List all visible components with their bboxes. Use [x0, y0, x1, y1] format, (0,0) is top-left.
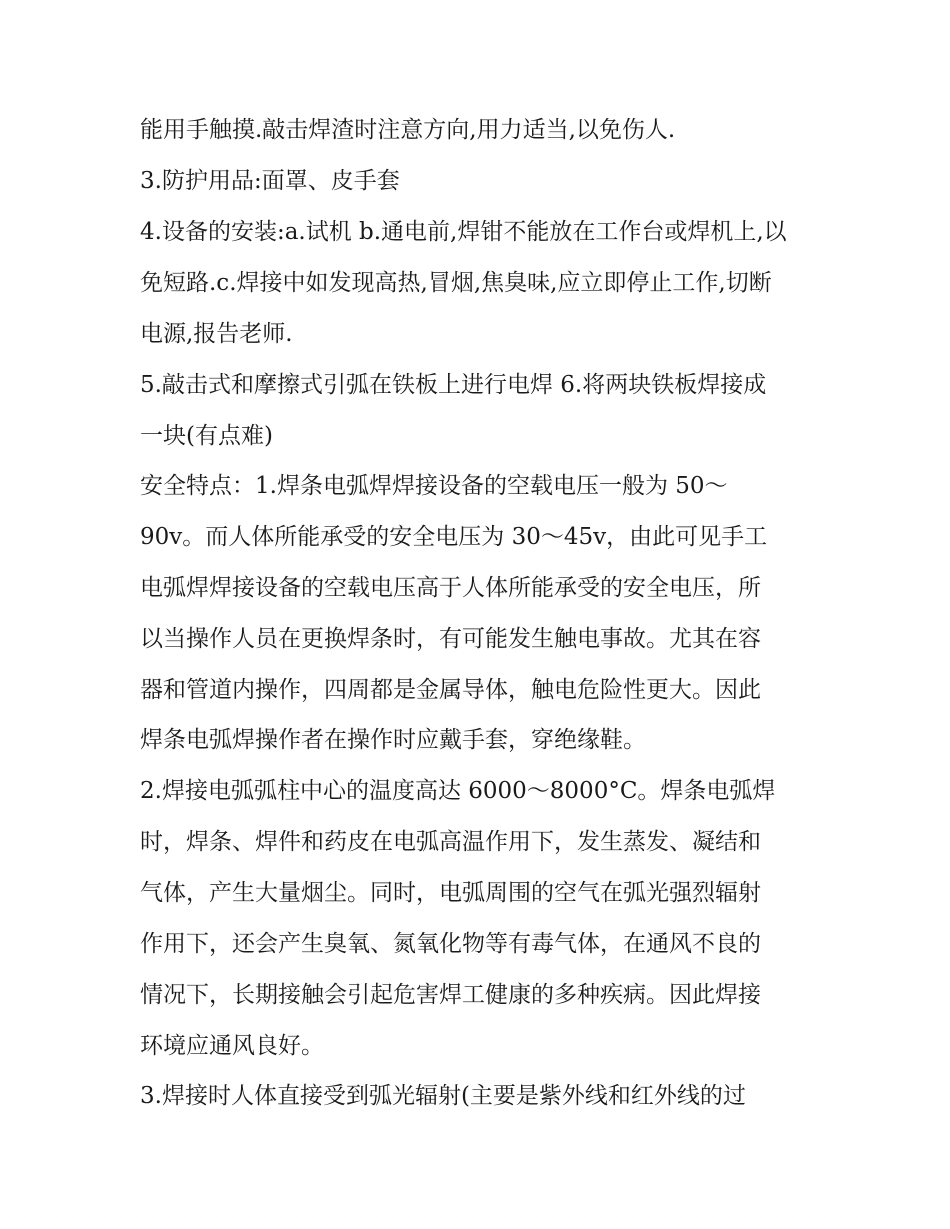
text-line: 安全特点：1.焊条电弧焊焊接设备的空载电压一般为 50～: [140, 473, 728, 499]
text-line: 4.设备的安装:a.试机 b.通电前,焊钳不能放在工作台或焊机上,以: [140, 219, 787, 245]
text-line: 一块(有点难): [140, 423, 273, 449]
text-line: 免短路.c.焊接中如发现高热,冒烟,焦臭味,应立即停止工作,切断: [140, 270, 772, 296]
text-line: 气体，产生大量烟尘。同时，电弧周围的空气在弧光强烈辐射: [140, 880, 761, 906]
text-line: 能用手触摸.敲击焊渣时注意方向,用力适当,以免伤人.: [140, 117, 676, 143]
text-line: 以当操作人员在更换焊条时，有可能发生触电事故。尤其在容: [140, 626, 761, 652]
text-line: 电源,报告老师.: [140, 321, 293, 347]
text-line: 90v。而人体所能承受的安全电压为 30～45v，由此可见手工: [140, 524, 768, 550]
text-line: 5.敲击式和摩擦式引弧在铁板上进行电焊 6.将两块铁板焊接成: [140, 372, 767, 398]
text-line: 3.防护用品:面罩、皮手套: [140, 168, 400, 194]
text-line: 3.焊接时人体直接受到弧光辐射(主要是紫外线和红外线的过: [140, 1083, 746, 1109]
text-line: 作用下，还会产生臭氧、氮氧化物等有毒气体，在通风不良的: [140, 931, 761, 957]
text-line: 时，焊条、焊件和药皮在电弧高温作用下，发生蒸发、凝结和: [140, 829, 761, 855]
text-line: 环境应通风良好。: [140, 1033, 324, 1059]
text-line: 器和管道内操作，四周都是金属导体，触电危险性更大。因此: [140, 677, 761, 703]
text-line: 焊条电弧焊操作者在操作时应戴手套，穿绝缘鞋。: [140, 727, 646, 753]
text-line: 电弧焊焊接设备的空载电压高于人体所能承受的安全电压，所: [140, 575, 761, 601]
text-line: 情况下，长期接触会引起危害焊工健康的多种疾病。因此焊接: [140, 982, 761, 1008]
text-line: 2.焊接电弧弧柱中心的温度高达 6000～8000°C。焊条电弧焊: [140, 778, 776, 804]
